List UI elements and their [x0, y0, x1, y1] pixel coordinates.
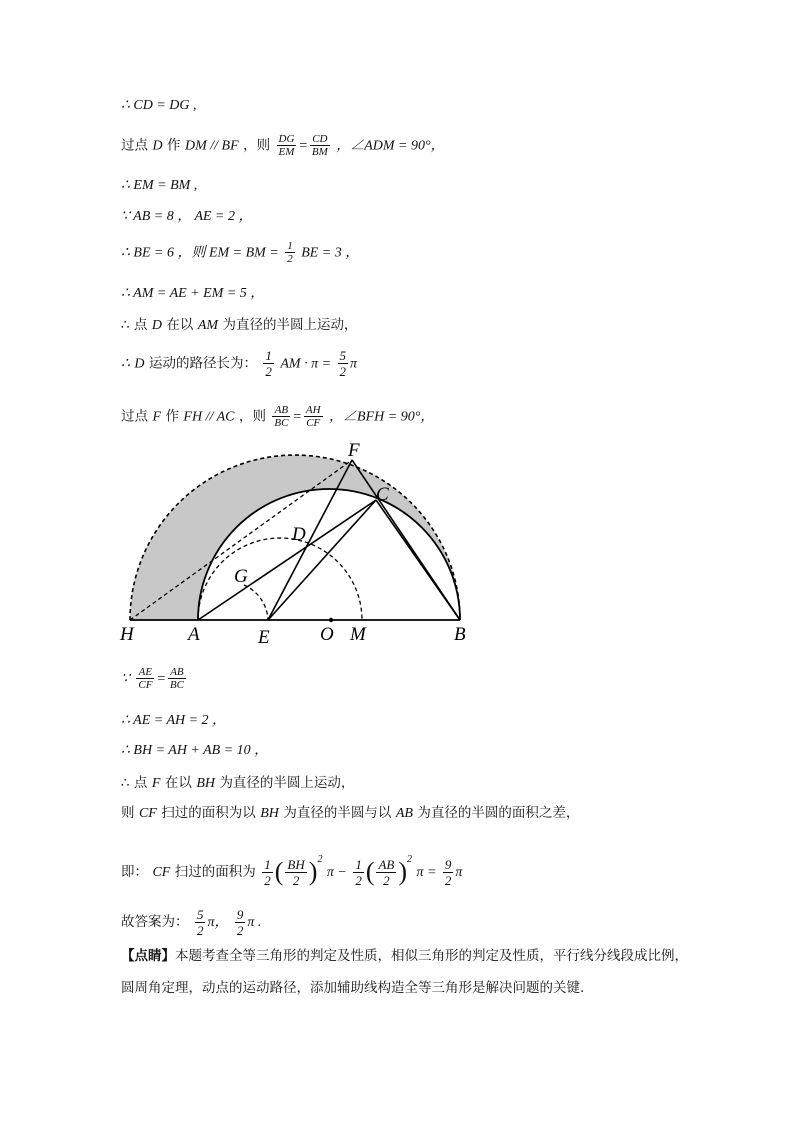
denominator: 2 [444, 872, 452, 888]
numerator: AH [305, 404, 321, 416]
numerator: 5 [339, 348, 346, 363]
text: 在以 [164, 775, 192, 791]
line-d-path-length [121, 348, 357, 379]
line-f-semicircle [121, 773, 354, 794]
point-f: F [151, 776, 161, 791]
numerator: AE [136, 666, 154, 679]
label-c: C [376, 484, 389, 505]
text: 则 [121, 805, 135, 821]
line-d-semicircle [121, 315, 358, 336]
label-e: E [258, 627, 270, 648]
fraction [353, 857, 364, 888]
text: 为直径的半圆的面积之差， [417, 805, 580, 821]
fraction [338, 348, 349, 379]
fraction [285, 240, 295, 265]
text: 故答案为： [121, 914, 189, 930]
text: 为直径的半圆上运动， [222, 317, 358, 333]
paren-open: ( [274, 857, 284, 886]
fraction [443, 857, 454, 888]
segment-cf: CF [138, 806, 157, 821]
math: π [350, 356, 358, 372]
comment-paragraph [121, 940, 691, 1004]
numerator: 1 [287, 240, 293, 252]
text: ∴ 点 [121, 317, 148, 333]
denominator: 2 [264, 872, 271, 888]
fraction [304, 404, 323, 429]
denominator: CF [138, 679, 153, 691]
equals: = [298, 138, 308, 154]
line-em-eq-bm: ∴ EM = BM , [121, 178, 198, 193]
math: DM // BF [184, 138, 239, 154]
arc-ge [244, 585, 268, 620]
denominator: 2 [287, 253, 293, 265]
denominator: 2 [265, 364, 272, 379]
denominator: EM [278, 146, 295, 158]
equals: = [156, 671, 166, 687]
line-ae-cf-ratio [121, 666, 188, 691]
geometry-figure [118, 440, 478, 652]
denominator: CF [306, 417, 321, 429]
text: 过点 [121, 408, 148, 425]
comment-tag: 【点睛】 [121, 948, 175, 964]
text: 作 [167, 137, 181, 154]
line-cd-eq-dg: ∴ CD = DG , [121, 98, 197, 113]
denominator: 2 [339, 364, 346, 379]
paren-close: ) [398, 857, 408, 886]
line-am: ∴ AM = AE + EM = 5 ， [121, 286, 265, 301]
label-o: O [320, 624, 334, 645]
fraction [136, 666, 154, 691]
segment-am: AM [197, 318, 219, 333]
math: AM · π = [280, 356, 332, 372]
denominator: 2 [383, 872, 390, 888]
text: ∴ 点 [121, 775, 148, 791]
text: ，则 [243, 137, 271, 154]
point-d: D [134, 356, 145, 372]
numerator: 1 [355, 856, 362, 872]
text: 为直径的半圆与以 [283, 805, 392, 821]
exponent: 2 [317, 854, 323, 865]
math: FH // AC [183, 409, 235, 425]
text: 扫过的面积为 [174, 864, 256, 880]
text: 为直径的半圆上运动， [219, 775, 355, 791]
comment-text: 本题考查全等三角形的判定及性质，相似三角形的判定及性质，平行线分线段成比例，圆周角定理，动点的运动路径，添加辅助线构造全等三角形是解决问题的关键. [121, 948, 688, 996]
paren-open: ( [365, 857, 375, 886]
fraction [235, 907, 246, 938]
line-ab-ae: ∵ AB = 8 ， AE = 2 ， [121, 209, 253, 224]
numerator: AB [168, 666, 186, 679]
numerator: 9 [236, 906, 244, 922]
segment-ab: AB [395, 806, 413, 821]
line-area-formula [121, 840, 462, 893]
point-d: D [152, 138, 163, 154]
numerator: DG [278, 133, 295, 145]
fraction [195, 907, 206, 938]
numerator: 9 [444, 856, 452, 872]
fraction [263, 348, 274, 379]
text: 作 [165, 408, 179, 425]
segment-cf: CF [152, 865, 171, 880]
label-h: H [120, 624, 134, 645]
label-m: M [350, 624, 366, 645]
center-o-dot [329, 618, 333, 622]
math: π − [326, 865, 347, 880]
fraction [277, 133, 297, 158]
numerator: 5 [196, 906, 204, 922]
numerator: 1 [264, 856, 271, 872]
line-cf-area-diff [121, 803, 579, 824]
paren-close: ) [308, 857, 318, 886]
math: ∴ BE = 6 ，则 EM = BM = [121, 245, 279, 261]
equals: = [292, 409, 302, 425]
numerator: AB [272, 404, 290, 417]
math: π = [416, 865, 437, 880]
segment-bh: BH [196, 776, 215, 791]
line-draw-fh [121, 404, 434, 429]
label-f: F [348, 440, 360, 461]
numerator: BH [287, 856, 305, 872]
line-be [121, 240, 359, 265]
label-g: G [234, 566, 248, 587]
math: ∵ [121, 671, 130, 687]
math: BE = 3 ， [301, 245, 360, 261]
label-d: D [292, 524, 306, 545]
point-d: D [151, 318, 162, 333]
line-bh: ∴ BH = AH + AB = 10 ， [121, 743, 269, 758]
fraction [310, 133, 330, 158]
denominator: BC [274, 417, 289, 429]
denominator: BM [311, 146, 328, 158]
fraction [376, 857, 396, 888]
denominator: 2 [355, 872, 362, 888]
text: 过点 [121, 137, 148, 154]
fraction [262, 857, 273, 888]
line-draw-dm [121, 133, 445, 158]
fraction [272, 404, 290, 429]
denominator: BC [169, 679, 184, 691]
segment-bh: BH [260, 806, 279, 821]
denominator: 2 [196, 922, 204, 938]
denominator: 2 [292, 872, 300, 888]
text: 即： [121, 864, 148, 880]
numerator: 1 [265, 348, 272, 363]
line-answer [121, 905, 261, 940]
numerator: AB [378, 856, 395, 872]
point-f: F [152, 409, 162, 425]
math: ，∠ADM = 90°， [336, 138, 445, 154]
math: ∴ [121, 356, 130, 372]
fraction [168, 666, 186, 691]
label-b: B [454, 624, 466, 645]
exponent: 2 [407, 854, 413, 865]
math: π . [247, 915, 262, 930]
label-a: A [188, 624, 200, 645]
text: 扫过的面积为以 [161, 805, 256, 821]
math: ，∠BFH = 90°， [329, 409, 435, 425]
text: 在以 [166, 317, 194, 333]
denominator: 2 [236, 922, 244, 938]
math: π， [207, 915, 229, 930]
text: 运动的路径长为： [148, 355, 257, 372]
math: π [455, 865, 463, 880]
numerator: CD [310, 133, 330, 146]
line-ae-eq-ah: ∴ AE = AH = 2 ， [121, 713, 227, 728]
text: ，则 [238, 408, 266, 425]
fraction [285, 857, 306, 888]
